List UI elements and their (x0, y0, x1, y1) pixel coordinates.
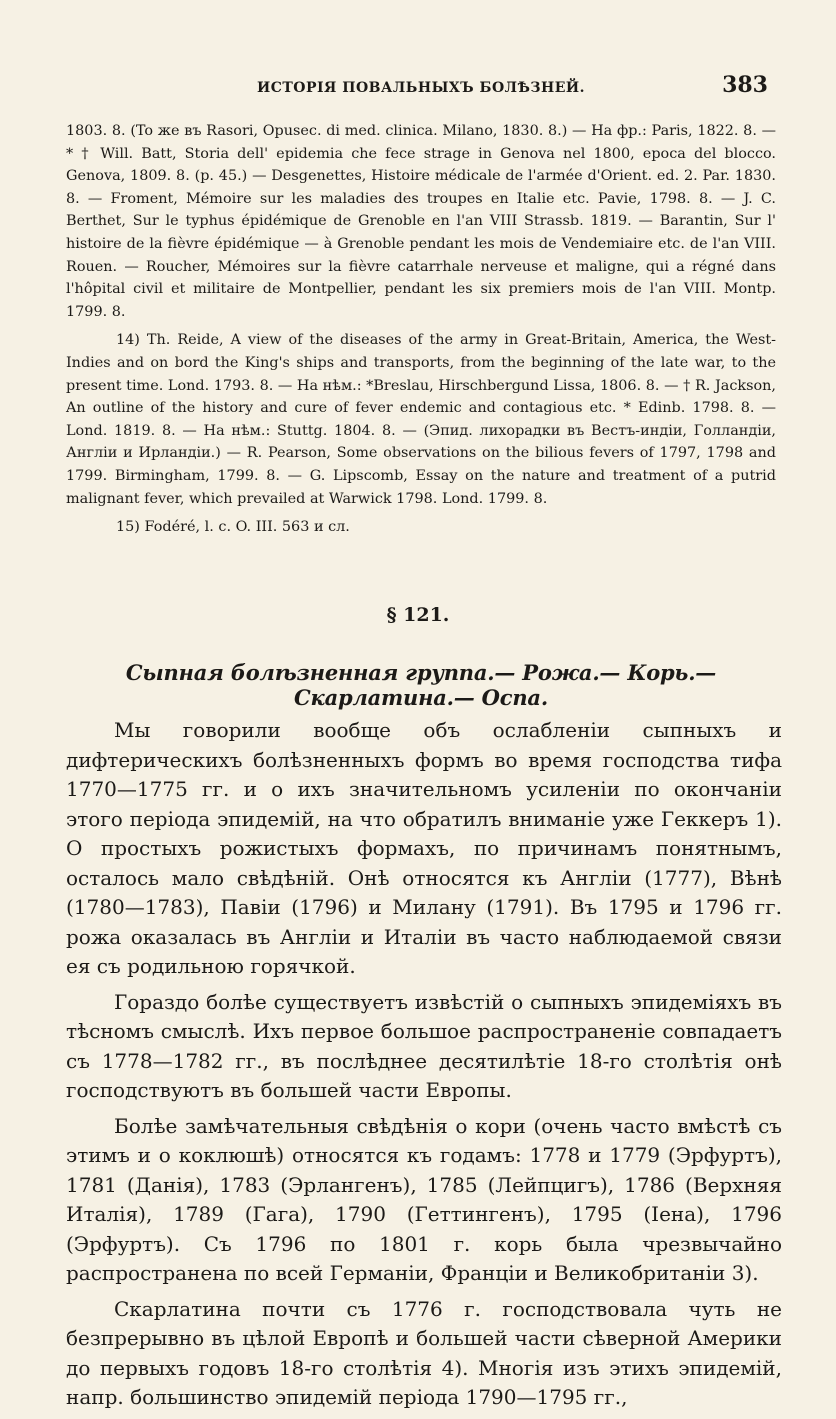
page-header (66, 72, 776, 102)
page-number: 383 (722, 72, 768, 98)
footnote-14: 14) Th. Reide, A view of the diseases of the army in Great-Britain, America, the West-Indies and on bord the King's ships and transports, from the beginning of the late war, to the present time. Lond. 1793. 8. — На нѣм.: *Breslau, Hirschbergund Lissa, 1806. 8. — † R. Jackson, An outline of the history and cure of fever endemic and contagious etc. * Edinb. 1798. 8. — Lond. 1819. 8. — На нѣм.: Stuttg. 1804. 8. — (Эпид. лихорадки въ Вестъ-индіи, Голландіи, Англіи и Ирландіи.) — R. Pearson, Some observations on the bilious fevers of 1797, 1798 and 1799. Birmingham, 1799. 8. — G. Lipscomb, Essay on the nature and treatment of a putrid malignant fever, which prevailed at Warwick 1798. Lond. 1799. 8. (66, 332, 776, 507)
footnote-13-continued: 1803. 8. (To же въ Rasori, Opusec. di med. clinica. Milano, 1830. 8.) — На фр.: Paris, 1822. 8. — * † Will. Batt, Storia dell' epidemia che fece strage in Genova nel 1800, epoca del blocco. Genova, 1809. 8. (p. 45.) — Desgenettes, Histoire médicale de l'armée d'Orient. ed. 2. Par. 1830. 8. — Froment, Mémoire sur les maladies des troupes en Italie etc. Pavie, 1798. 8. — J. C. Berthet, Sur le typhus épidémique de Grenoble en l'an VIII Strassb. 1819. — Barantin, Sur l' histoire de la fièvre épidémique — à Grenoble pendant les mois de Vendemiaire etc. de l'an VIII. Rouen. — Roucher, Mémoires sur la fièvre catarrhale nerveuse et maligne, qui a régné dans l'hôpital civil et militaire de Montpellier, pendant les six premiers mois de l'an VIII. Montp. 1799. 8. (66, 123, 776, 320)
running-title: ИСТОРІЯ ПОВАЛЬНЫХЪ БОЛѢЗНЕЙ. (256, 80, 585, 96)
paragraph: Скарлатина почти съ 1776 г. господствовала чуть не безпрерывно въ цѣлой Европѣ и большей части сѣверной Америки до первыхъ годовъ 18-го столѣтія 4). Многія изъ этихъ эпидемій, напр. большинство эпидемій періода 1790—1795 гг., (66, 1296, 782, 1409)
paragraph: Мы говорили вообще объ ослабленіи сыпныхъ и дифтерическихъ болѣзненныхъ формъ во время господства тифа 1770—1775 гг. и о ихъ значительномъ усиленіи по окончаніи этого періода эпидемій, на что обратилъ вниманіе уже Геккеръ 1). О простыхъ рожистыхъ формахъ, по причинамъ понятнымъ, осталось мало свѣдѣній. Онѣ относятся къ Англіи (1777), Вѣнѣ (1780—1783), Павіи (1796) и Милану (1791). Въ 1795 и 1796 гг. рожа оказалась въ Англіи и Италіи въ часто наблюдаемой связи ея съ родильною горячкой. (66, 718, 782, 978)
footnotes (66, 120, 776, 545)
body-text (66, 716, 782, 1419)
footnote-15: 15) Fodéré, l. c. O. III. 563 и сл. (116, 519, 350, 536)
paragraph: Болѣе замѣчательныя свѣдѣнія о кори (очень часто вмѣстѣ съ этимъ и о коклюшѣ) относятся къ годамъ: 1778 и 1779 (Эрфуртъ), 1781 (Данія), 1783 (Эрлангенъ), 1785 (Лейпцигъ), 1786 (Верхняя Италія), 1789 (Гага), 1790 (Геттингенъ), 1795 (Іена), 1796 (Эрфуртъ). Съ 1796 по 1801 г. корь была чрезвычайно распространена по всей Германіи, Франціи и Великобританіи 3). (66, 1113, 782, 1285)
section-title: Сыпная болѣзненная группа.— Рожа.— Корь.— Скарлатина.— Оспа. (125, 660, 717, 710)
paragraph: Гораздо болѣе существуетъ извѣстій о сыпныхъ эпидеміяхъ въ тѣсномъ смыслѣ. Ихъ первое большое распространеніе совпадаетъ съ 1778—1782 гг., въ послѣднее десятилѣтіе 18-го столѣтія онѣ господствуютъ въ большей части Европы. (66, 989, 782, 1102)
section-number: § 121. (386, 604, 450, 626)
